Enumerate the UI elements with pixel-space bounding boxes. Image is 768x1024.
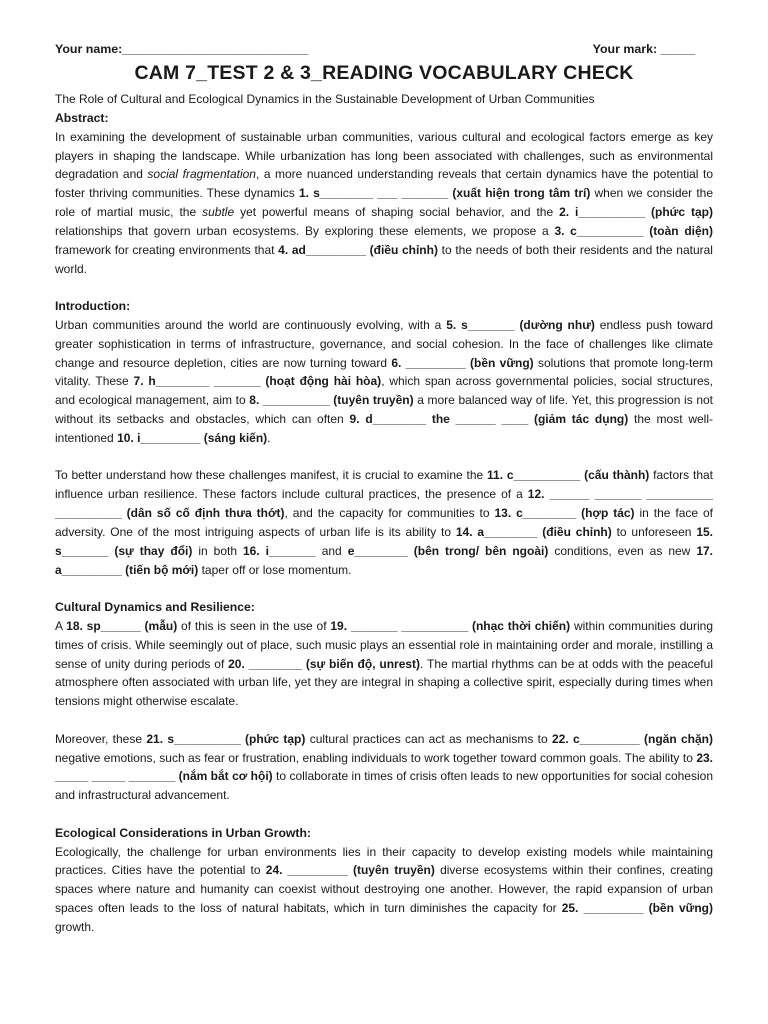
text-run: . The martial rhythms can be at odds with the peaceful atmosphere often associated with urban life, yet they are integral in shaping a collective spirit, especially during times when tensions might otherwise escalate. — [55, 656, 713, 709]
blank-7: 7. h________ _______ (hoạt động hài hòa) — [133, 374, 382, 389]
blank-12: 12. ______ _______ __________ __________ (dân số cố định thưa thớt) — [55, 487, 714, 521]
worksheet-page — [55, 40, 713, 937]
blank-21: 21. s__________ (phức tạp) — [146, 731, 306, 746]
text-run: to the needs of both their residents and the natural world. — [55, 242, 713, 276]
blank-14: 14. a________ (điều chỉnh) — [455, 524, 612, 539]
text-run: solutions that promote long-term vitality. These — [55, 355, 713, 389]
text-run: and — [315, 543, 348, 558]
text-run: Ecologically, the challenge for urban environments lies in their capacity to develop existing models while maintaining practices. Cities have the potential to — [55, 844, 713, 878]
text-run: A — [55, 618, 67, 633]
text-run: to unforeseen — [611, 524, 697, 539]
text-run: To better understand how these challenges manifest, it is crucial to examine the — [55, 468, 488, 483]
ecological-paragraph — [55, 843, 713, 937]
blank-20: 20. ________ (sự biến độ, unrest) — [228, 656, 421, 671]
text-run: in the face of adversity. One of the most intriguing aspects of urban life is its ability to — [55, 506, 713, 539]
blank-16-internal: 16. i_______ — [243, 543, 316, 558]
text-run: , a more nuanced understanding reveals that certain dynamics have the potential to foster thriving communities. These dynamics — [55, 167, 713, 201]
header-row — [55, 40, 713, 60]
italic-term: social fragmentation — [147, 167, 256, 182]
text-run: , and the capacity for communities to — [284, 506, 495, 521]
blank-4: 4. ad_________ (điều chỉnh) — [278, 242, 438, 257]
blank-11: 11. c__________ (cấu thành) — [487, 468, 650, 483]
blank-16-external: e________ (bên trong/ bên ngoài) — [347, 543, 549, 558]
blank-19: 19. _______ __________ (nhạc thời chiến) — [330, 618, 571, 633]
text-run: diverse ecosystems within their confines, creating spaces where nature and humanity can coexist without destroying one another. However, the rapid expansion of urban spaces often leads to the loss of natural habitats, which in turn diminishes the capacity for — [55, 863, 713, 916]
text-run: conditions, even as new — [548, 543, 697, 558]
text-run: relationships that govern urban ecosystems. By exploring these elements, we propose a — [55, 223, 555, 238]
text-run: a more balanced way of life. Yet, this progression is not without its setbacks and obstacles, which can often — [55, 393, 714, 427]
text-run: of this is seen in the use of — [177, 618, 331, 633]
text-run: framework for creating environments that — [55, 242, 279, 257]
blank-6: 6. _________ (bền vững) — [391, 355, 534, 370]
text-run: yet powerful means of shaping social behavior, and the — [234, 205, 560, 220]
ecological-heading: Ecological Considerations in Urban Growth: — [55, 825, 311, 840]
text-run: negative emotions, such as fear or frustration, enabling individuals to work together toward common goals. The ability to — [55, 750, 697, 765]
text-run: to collaborate in times of crisis often leads to new opportunities for social cohesion and infrastructural advancement. — [55, 769, 713, 803]
introduction-heading: Introduction: — [55, 299, 131, 314]
text-run: the most well-intentioned — [55, 412, 713, 445]
blank-9: 9. d________ the ______ ____ (giảm tác dụng) — [349, 412, 629, 427]
blank-1: 1. s________ ___ _______ (xuất hiện trong tâm trí) — [298, 186, 591, 201]
introduction-paragraph — [55, 316, 713, 448]
text-run: factors that influence urban resilience. These factors include cultural practices, the presence of a — [55, 468, 714, 502]
blank-13: 13. c________ (hợp tác) — [494, 506, 635, 521]
italic-term: subtle — [202, 205, 235, 220]
cultural-heading: Cultural Dynamics and Resilience: — [55, 600, 255, 615]
factors-paragraph — [55, 466, 713, 579]
blank-18: 18. sp______ (mẫu) — [66, 618, 178, 633]
blank-23: 23. _____ _____ _______ (nắm bắt cơ hội) — [55, 750, 713, 784]
text-run: In examining the development of sustainable urban communities, various cultural and ecological factors emerge as key players in shaping the landscape. While urbanization has long been associated with challenges, such as environmental degradation and — [55, 129, 713, 182]
mark-field: Your mark: _____ — [592, 42, 695, 56]
name-field: Your name:___________________________ — [55, 42, 309, 56]
practices-paragraph — [55, 730, 713, 805]
blank-15: 15. s_______ (sự thay đổi) — [55, 524, 713, 558]
cultural-paragraph — [55, 617, 713, 711]
text-run: within communities during times of crisis. While seemingly out of place, such music plays an essential role in maintaining order and morale, instilling a sense of unity during periods of — [55, 618, 713, 671]
blank-25: 25. _________ (bền vững) — [561, 901, 713, 916]
text-run: taper off or lose momentum. — [198, 562, 352, 577]
text-run: . — [267, 430, 271, 445]
blank-8: 8. __________ (tuyên truyền) — [249, 393, 414, 408]
blank-22: 22. c_________ (ngăn chặn) — [551, 731, 713, 746]
page-title: CAM 7_TEST 2 & 3_READING VOCABULARY CHECK — [134, 62, 634, 84]
article-subtitle: The Role of Cultural and Ecological Dynamics in the Sustainable Development of Urban Communities — [55, 92, 595, 106]
text-run: Urban communities around the world are continuously evolving, with a — [55, 317, 447, 332]
text-run: growth. — [55, 919, 95, 934]
blank-10: 10. i_________ (sáng kiến) — [117, 430, 268, 445]
blank-5: 5. s_______ (dường như) — [446, 317, 595, 332]
text-run: Moreover, these — [55, 731, 147, 746]
text-run: in both — [192, 543, 243, 558]
blank-2: 2. i__________ (phức tạp) — [559, 205, 713, 220]
text-run: cultural practices can act as mechanisms to — [305, 731, 552, 746]
abstract-paragraph — [55, 128, 713, 279]
blank-17: 17. a_________ (tiến bộ mới) — [55, 543, 713, 577]
text-run: , which span across governmental policies, social structures, and ecological management, aim to — [55, 374, 714, 408]
text-run: endless push toward greater sophistication in terms of infrastructure, governance, and social cohesion. In the face of challenges like climate change and resource depletion, cities are now turning toward — [55, 317, 714, 370]
blank-3: 3. c__________ (toàn diện) — [554, 223, 713, 238]
blank-24: 24. _________ (tuyên truyền) — [265, 863, 435, 878]
text-run: when we consider the role of martial music, the — [55, 186, 714, 220]
abstract-heading: Abstract: — [55, 110, 109, 125]
